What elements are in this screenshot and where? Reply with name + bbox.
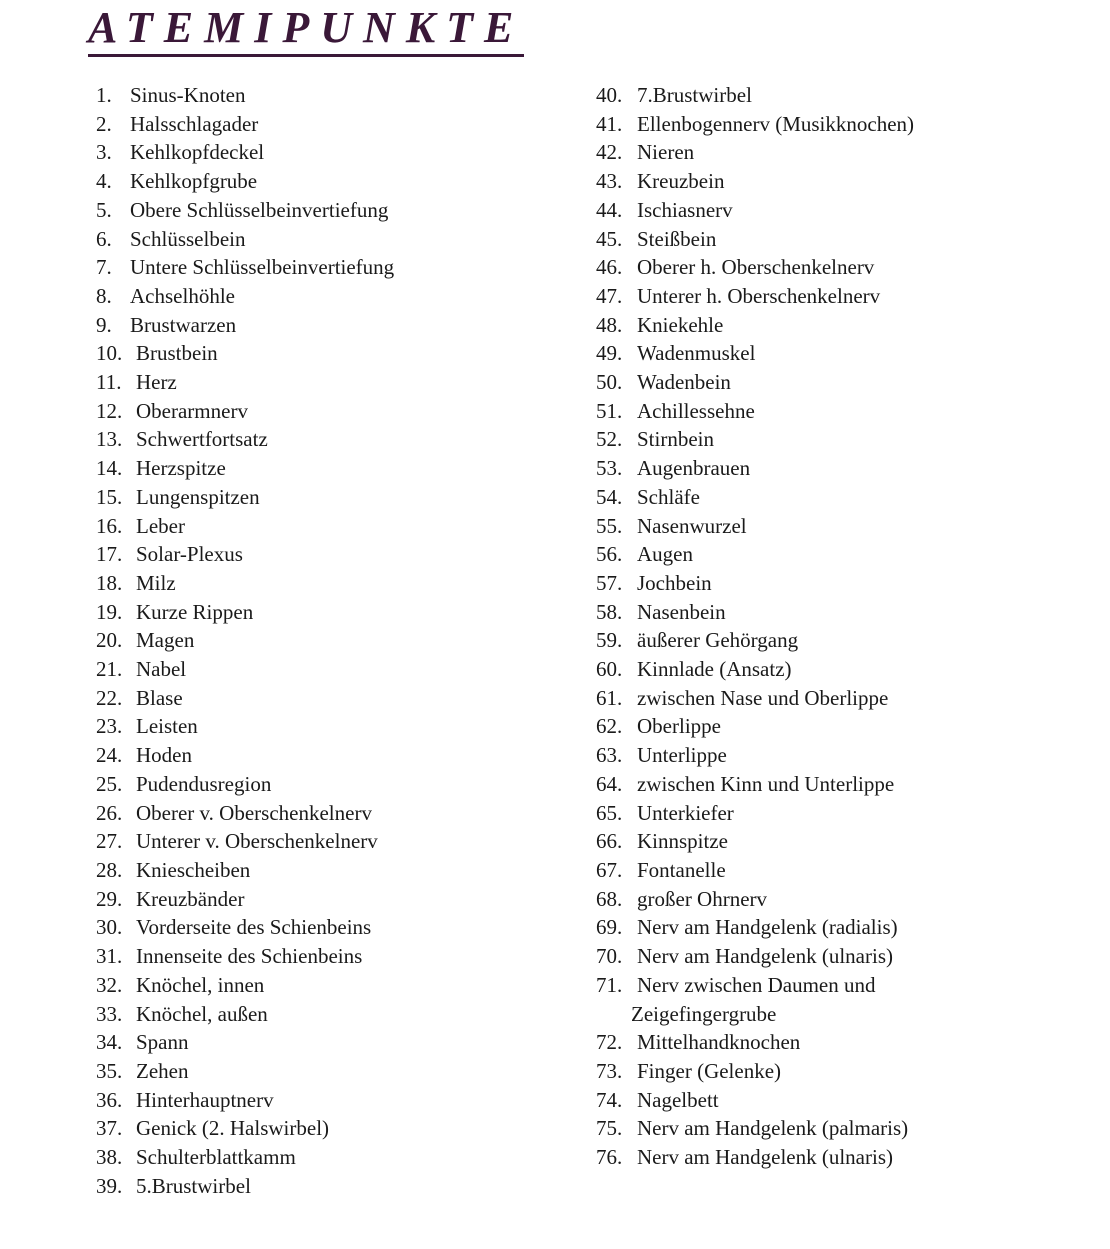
item-label: Solar-Plexus bbox=[136, 542, 243, 567]
list-item bbox=[596, 339, 1076, 368]
list-item bbox=[96, 1114, 566, 1143]
item-number: 3. bbox=[96, 140, 112, 165]
item-number: 20. bbox=[96, 628, 123, 653]
list-item bbox=[96, 598, 566, 627]
item-number: 39. bbox=[96, 1173, 123, 1198]
item-number: 68. bbox=[596, 886, 623, 911]
list-item bbox=[96, 856, 566, 885]
item-label: Stirnbein bbox=[637, 427, 714, 452]
item-number: 66. bbox=[596, 829, 623, 854]
item-number: 50. bbox=[596, 370, 623, 395]
item-number: 27. bbox=[96, 829, 123, 854]
item-number: 56. bbox=[596, 542, 623, 567]
list-item bbox=[96, 454, 566, 483]
page-title: ATEMIPUNKTE bbox=[88, 2, 524, 57]
item-label: Genick (2. Halswirbel) bbox=[136, 1116, 330, 1141]
item-number: 15. bbox=[96, 484, 123, 509]
list-item bbox=[96, 1000, 566, 1029]
list-item bbox=[96, 799, 566, 828]
item-label: Schulterblattkamm bbox=[136, 1145, 296, 1170]
item-label: Innenseite des Schienbeins bbox=[136, 944, 363, 969]
list-item bbox=[596, 225, 1076, 254]
item-label: Hoden bbox=[136, 743, 192, 768]
item-label: Unterlippe bbox=[637, 743, 727, 768]
item-number: 10. bbox=[96, 341, 123, 366]
item-label: Fontanelle bbox=[637, 857, 726, 882]
item-label: Wadenmuskel bbox=[637, 341, 756, 366]
item-number: 62. bbox=[596, 714, 623, 739]
item-label: Nasenbein bbox=[637, 599, 726, 624]
list-item bbox=[596, 712, 1076, 741]
item-label: Magen bbox=[136, 628, 195, 653]
item-label: äußerer Gehörgang bbox=[637, 628, 799, 653]
item-number: 53. bbox=[596, 456, 623, 481]
item-label: Leber bbox=[136, 513, 185, 538]
list-item bbox=[96, 540, 566, 569]
item-label: Schläfe bbox=[637, 484, 700, 509]
item-number: 12. bbox=[96, 398, 123, 423]
list-item bbox=[596, 598, 1076, 627]
list-item bbox=[596, 138, 1076, 167]
item-label: Oberer v. Oberschenkelnerv bbox=[136, 800, 372, 825]
item-label: Nieren bbox=[637, 140, 695, 165]
item-number: 60. bbox=[596, 657, 623, 682]
item-number: 74. bbox=[596, 1087, 623, 1112]
list-item bbox=[96, 397, 566, 426]
list-item bbox=[96, 770, 566, 799]
item-label: 5.Brustwirbel bbox=[136, 1173, 251, 1198]
item-number: 76. bbox=[596, 1145, 623, 1170]
item-number: 6. bbox=[96, 226, 112, 251]
list-item bbox=[596, 770, 1076, 799]
item-number: 75. bbox=[596, 1116, 623, 1141]
item-number: 16. bbox=[96, 513, 123, 538]
item-label: Brustwarzen bbox=[130, 312, 237, 337]
list-item bbox=[596, 110, 1076, 139]
item-label: Jochbein bbox=[637, 570, 712, 595]
item-label: Nabel bbox=[136, 657, 187, 682]
item-label: Kehlkopfdeckel bbox=[130, 140, 265, 165]
item-label-continuation: Zeigefingergrube bbox=[631, 1001, 777, 1026]
list-item bbox=[596, 741, 1076, 770]
item-number: 5. bbox=[96, 197, 112, 222]
item-number: 64. bbox=[596, 771, 623, 796]
item-number: 30. bbox=[96, 915, 123, 940]
item-number: 7. bbox=[96, 255, 112, 280]
item-label: Nerv am Handgelenk (ulnaris) bbox=[637, 944, 893, 969]
item-label: Kinnspitze bbox=[637, 829, 728, 854]
list-item bbox=[96, 885, 566, 914]
item-number: 14. bbox=[96, 456, 123, 481]
item-number: 9. bbox=[96, 312, 112, 337]
list-item bbox=[96, 368, 566, 397]
item-number: 35. bbox=[96, 1058, 123, 1083]
list-item bbox=[596, 799, 1076, 828]
item-label: Kurze Rippen bbox=[136, 599, 254, 624]
list-item bbox=[596, 1114, 1076, 1143]
list-item bbox=[596, 196, 1076, 225]
item-number: 52. bbox=[596, 427, 623, 452]
item-number: 36. bbox=[96, 1087, 123, 1112]
item-number: 23. bbox=[96, 714, 123, 739]
list-left-column bbox=[96, 81, 566, 1200]
list-item bbox=[96, 655, 566, 684]
list-item bbox=[596, 885, 1076, 914]
item-number: 38. bbox=[96, 1145, 123, 1170]
item-label: zwischen Nase und Oberlippe bbox=[637, 685, 889, 710]
item-label: Herz bbox=[136, 370, 177, 395]
item-number: 58. bbox=[596, 599, 623, 624]
item-label: Leisten bbox=[136, 714, 198, 739]
item-label: Kreuzbänder bbox=[136, 886, 245, 911]
item-label: Kehlkopfgrube bbox=[130, 169, 258, 194]
list-item bbox=[596, 368, 1076, 397]
list-item bbox=[596, 913, 1076, 942]
list-item bbox=[596, 1028, 1076, 1057]
item-label: Schwertfortsatz bbox=[136, 427, 268, 452]
item-label: zwischen Kinn und Unterlippe bbox=[637, 771, 895, 796]
list-item bbox=[96, 138, 566, 167]
item-label: Hinterhauptnerv bbox=[136, 1087, 274, 1112]
item-label: Knöchel, innen bbox=[136, 972, 265, 997]
list-item bbox=[596, 253, 1076, 282]
list-item bbox=[596, 971, 1076, 1000]
item-number: 42. bbox=[596, 140, 623, 165]
item-number: 72. bbox=[596, 1030, 623, 1055]
item-number: 11. bbox=[96, 370, 122, 395]
list-item bbox=[96, 167, 566, 196]
list-item bbox=[596, 626, 1076, 655]
item-label: Nerv am Handgelenk (palmaris) bbox=[637, 1116, 909, 1141]
item-number: 32. bbox=[96, 972, 123, 997]
item-number: 71. bbox=[596, 972, 623, 997]
item-number: 33. bbox=[96, 1001, 123, 1026]
item-label: Kniescheiben bbox=[136, 857, 251, 882]
list-item bbox=[596, 81, 1076, 110]
item-label: Untere Schlüsselbeinvertiefung bbox=[130, 255, 395, 280]
item-number: 49. bbox=[596, 341, 623, 366]
list-item bbox=[596, 540, 1076, 569]
item-label: Zehen bbox=[136, 1058, 189, 1083]
item-number: 4. bbox=[96, 169, 112, 194]
list-item bbox=[96, 942, 566, 971]
list-item bbox=[96, 425, 566, 454]
item-number: 45. bbox=[596, 226, 623, 251]
item-number: 67. bbox=[596, 857, 623, 882]
item-number: 46. bbox=[596, 255, 623, 280]
item-number: 19. bbox=[96, 599, 123, 624]
item-number: 17. bbox=[96, 542, 123, 567]
item-label: Nerv zwischen Daumen und bbox=[637, 972, 876, 997]
item-label: Kreuzbein bbox=[637, 169, 725, 194]
item-number: 54. bbox=[596, 484, 623, 509]
item-label: Spann bbox=[136, 1030, 189, 1055]
item-label: Augen bbox=[637, 542, 693, 567]
list-item bbox=[96, 1086, 566, 1115]
item-label: Milz bbox=[136, 570, 176, 595]
item-number: 48. bbox=[596, 312, 623, 337]
list-item bbox=[96, 311, 566, 340]
item-label: Kniekehle bbox=[637, 312, 724, 337]
item-number: 44. bbox=[596, 197, 623, 222]
list-item bbox=[96, 684, 566, 713]
item-label: Unterkiefer bbox=[637, 800, 734, 825]
item-number: 28. bbox=[96, 857, 123, 882]
item-number: 37. bbox=[96, 1116, 123, 1141]
list-item bbox=[96, 483, 566, 512]
list-item bbox=[96, 110, 566, 139]
item-label: Knöchel, außen bbox=[136, 1001, 268, 1026]
list-item bbox=[96, 1028, 566, 1057]
item-label: Unterer h. Oberschenkelnerv bbox=[637, 283, 881, 308]
list-item bbox=[96, 81, 566, 110]
item-label: Nerv am Handgelenk (ulnaris) bbox=[637, 1145, 893, 1170]
item-label: Nasenwurzel bbox=[637, 513, 747, 538]
list-item bbox=[96, 741, 566, 770]
item-label: Pudendusregion bbox=[136, 771, 272, 796]
list-item bbox=[96, 253, 566, 282]
item-number: 69. bbox=[596, 915, 623, 940]
item-label: Halsschlagader bbox=[130, 111, 259, 136]
list-item bbox=[596, 282, 1076, 311]
list-item bbox=[596, 569, 1076, 598]
list-item bbox=[596, 1143, 1076, 1172]
item-number: 13. bbox=[96, 427, 123, 452]
list-item bbox=[96, 1143, 566, 1172]
item-number: 22. bbox=[96, 685, 123, 710]
item-number: 8. bbox=[96, 283, 112, 308]
item-label: Schlüsselbein bbox=[130, 226, 246, 251]
list-item bbox=[596, 167, 1076, 196]
item-number: 2. bbox=[96, 111, 112, 136]
list-item bbox=[596, 1086, 1076, 1115]
item-number: 47. bbox=[596, 283, 623, 308]
item-number: 55. bbox=[596, 513, 623, 538]
item-label: Oberarmnerv bbox=[136, 398, 248, 423]
list-item bbox=[96, 339, 566, 368]
item-number: 73. bbox=[596, 1058, 623, 1083]
item-number: 63. bbox=[596, 743, 623, 768]
item-label: Lungenspitzen bbox=[136, 484, 260, 509]
item-label: Oberer h. Oberschenkelnerv bbox=[637, 255, 875, 280]
list-item bbox=[96, 827, 566, 856]
list-item bbox=[96, 225, 566, 254]
list-item-continuation bbox=[596, 1000, 1076, 1029]
item-label: Wadenbein bbox=[637, 370, 731, 395]
item-number: 29. bbox=[96, 886, 123, 911]
item-label: Ellenbogennerv (Musikknochen) bbox=[637, 111, 915, 136]
list-item bbox=[596, 397, 1076, 426]
item-label: Herzspitze bbox=[136, 456, 226, 481]
item-label: Vorderseite des Schienbeins bbox=[136, 915, 372, 940]
item-number: 34. bbox=[96, 1030, 123, 1055]
item-number: 40. bbox=[596, 83, 623, 107]
list-item bbox=[96, 512, 566, 541]
item-number: 51. bbox=[596, 398, 623, 423]
item-label: Oberlippe bbox=[637, 714, 721, 739]
item-label: Achselhöhle bbox=[130, 283, 235, 308]
item-label: Augenbrauen bbox=[637, 456, 751, 481]
item-label: Unterer v. Oberschenkelnerv bbox=[136, 829, 378, 854]
item-label: Sinus-Knoten bbox=[130, 83, 246, 107]
item-label: Blase bbox=[136, 685, 183, 710]
list-item bbox=[596, 684, 1076, 713]
item-number: 25. bbox=[96, 771, 123, 796]
list-item bbox=[96, 1172, 566, 1201]
list-item bbox=[596, 454, 1076, 483]
item-label: Finger (Gelenke) bbox=[637, 1058, 782, 1083]
list-item bbox=[96, 913, 566, 942]
list-item bbox=[596, 655, 1076, 684]
item-number: 31. bbox=[96, 944, 123, 969]
list-item bbox=[96, 569, 566, 598]
item-label: Obere Schlüsselbeinvertiefung bbox=[130, 197, 389, 222]
item-label: Mittelhandknochen bbox=[637, 1030, 801, 1055]
list-item bbox=[596, 425, 1076, 454]
item-label: Kinnlade (Ansatz) bbox=[637, 657, 792, 682]
item-number: 70. bbox=[596, 944, 623, 969]
list-item bbox=[96, 282, 566, 311]
item-label: Nagelbett bbox=[637, 1087, 719, 1112]
list-item bbox=[96, 196, 566, 225]
item-number: 1. bbox=[96, 83, 112, 107]
item-label: Achillessehne bbox=[637, 398, 755, 423]
item-number: 65. bbox=[596, 800, 623, 825]
item-number: 61. bbox=[596, 685, 623, 710]
list-item bbox=[596, 483, 1076, 512]
item-number: 21. bbox=[96, 657, 123, 682]
item-label: Brustbein bbox=[136, 341, 218, 366]
list-item bbox=[596, 827, 1076, 856]
item-label: Nerv am Handgelenk (radialis) bbox=[637, 915, 898, 940]
item-number: 26. bbox=[96, 800, 123, 825]
item-label: Steißbein bbox=[637, 226, 717, 251]
item-label: 7.Brustwirbel bbox=[637, 83, 752, 107]
list-item bbox=[596, 1057, 1076, 1086]
item-label: Ischiasnerv bbox=[637, 197, 733, 222]
item-number: 59. bbox=[596, 628, 623, 653]
list-item bbox=[96, 712, 566, 741]
item-number: 57. bbox=[596, 570, 623, 595]
item-number: 41. bbox=[596, 111, 623, 136]
item-number: 18. bbox=[96, 570, 123, 595]
list-item bbox=[96, 1057, 566, 1086]
item-number: 43. bbox=[596, 169, 623, 194]
item-number: 24. bbox=[96, 743, 123, 768]
list-item bbox=[596, 942, 1076, 971]
list-item bbox=[596, 856, 1076, 885]
item-label: großer Ohrnerv bbox=[637, 886, 768, 911]
list-right-column bbox=[596, 81, 1076, 1172]
list-item bbox=[96, 971, 566, 1000]
list-item bbox=[596, 311, 1076, 340]
list-item bbox=[596, 512, 1076, 541]
list-item bbox=[96, 626, 566, 655]
